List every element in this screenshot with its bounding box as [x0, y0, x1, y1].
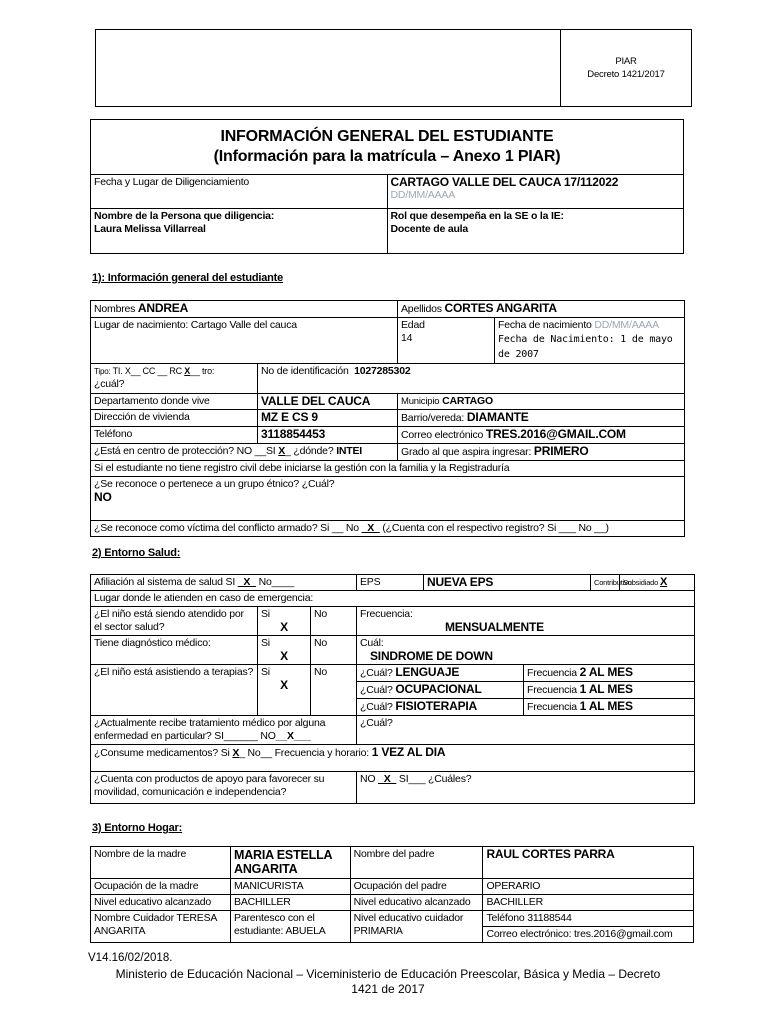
diagnostico-no: No	[311, 636, 357, 665]
atendido-x: X	[280, 620, 288, 634]
emergencia-label: Lugar donde le atienden en caso de emergencia:	[91, 591, 695, 607]
etnico-answer: NO	[94, 490, 112, 504]
terapia-cual: ¿Cuál?	[360, 684, 396, 696]
tratamiento-x: __X___	[275, 730, 311, 742]
health-table	[90, 574, 695, 804]
apoyo-x: _X_	[378, 773, 397, 785]
fecha-nac-label: Fecha de nacimiento	[498, 319, 592, 331]
afiliacion-a: Afiliación al sistema de salud SI	[94, 576, 238, 588]
terapia-frec-label: Frecuencia	[527, 667, 580, 679]
fecha-value: CARTAGO VALLE DEL CAUCA 17/112022	[390, 175, 619, 189]
nivel-padre-value: BACHILLER	[483, 895, 694, 911]
id-label: No de identificación	[261, 365, 349, 377]
title-main: INFORMACIÓN GENERAL DEL ESTUDIANTE	[220, 128, 554, 145]
fecha-nac-hint: DD/MM/AAAA	[594, 319, 659, 331]
tipo-cual: ¿cuál?	[94, 378, 125, 390]
section-1-title: 1): Información general del estudiante	[92, 272, 284, 284]
tratamiento-question: ¿Actualmente recibe tratamiento médico por alguna enfermedad en particular? SI______ NO	[94, 717, 326, 742]
medicamentos-x: X	[232, 747, 240, 759]
diagnostico-value: SINDROME DE DOWN	[370, 649, 493, 663]
rol-value: Docente de aula	[390, 223, 469, 235]
depto-label: Departamento donde vive	[91, 394, 258, 410]
proteccion-a: ¿Está en centro de protección? NO __SI	[94, 445, 279, 457]
tratamiento-cual: ¿Cuál?	[357, 716, 695, 745]
cuidador-telefono: Teléfono 31188544	[483, 911, 694, 927]
terapia-name: OCUPACIONAL	[395, 682, 482, 696]
registro-note: Si el estudiante no tiene registro civil debe iniciarse la gestión con la familia y la Registraduría	[91, 461, 685, 477]
terapias-x: X	[280, 678, 288, 692]
section-2-title: 2) Entorno Salud:	[92, 547, 181, 559]
atendido-question: ¿El niño está siendo atendido por el sector salud?	[91, 607, 258, 636]
persona-value: Laura Melissa Villarreal	[94, 223, 206, 235]
footer-line-1: Ministerio de Educación Nacional – Viceministerio de Educación Preescolar, Básica y Media – Decreto	[115, 967, 661, 981]
terapia-row	[357, 682, 524, 699]
direccion-label: Dirección de vivienda	[91, 410, 258, 427]
tipo-label: Tipo:	[94, 367, 111, 376]
nivel-madre-label: Nivel educativo alcanzado	[91, 895, 231, 911]
diagnostico-x: X	[280, 649, 288, 663]
apellidos-value: CORTES ANGARITA	[444, 301, 557, 315]
cuidador-nivel: Nivel educativo cuidador PRIMARIA	[350, 911, 483, 943]
terapias-question: ¿El niño está asistiendo a terapias?	[91, 665, 258, 716]
eps-value: NUEVA EPS	[424, 575, 591, 591]
grado-label: Grado al que aspira ingresar	[401, 446, 529, 458]
municipio-label: Municipio	[401, 396, 440, 407]
home-table	[90, 846, 694, 943]
eps-label: EPS	[357, 575, 424, 591]
proteccion-b: _ ¿dónde?	[285, 445, 337, 457]
header-box	[95, 29, 692, 107]
frecuencia-label: Frecuencia:	[360, 608, 413, 620]
nivel-madre-value: BACHILLER	[231, 895, 351, 911]
terapia-row	[357, 699, 524, 716]
apoyo-question: ¿Cuenta con productos de apoyo para favorecer su movilidad, comunicación e independencia?	[91, 772, 357, 804]
frecuencia-value: MENSUALMENTE	[445, 620, 544, 634]
nombres-label: Nombres	[94, 303, 136, 315]
apoyo-a: NO	[360, 773, 379, 785]
nacimiento-lugar: Lugar de nacimiento: Cartago Valle del cauca	[91, 318, 398, 364]
footer-line-2: 1421 de 2017	[351, 982, 425, 996]
telefono-label: Teléfono	[91, 427, 258, 444]
apellidos-label: Apellidos	[401, 303, 442, 315]
direccion-value: MZ E CS 9	[258, 410, 398, 427]
terapia-name: LENGUAJE	[395, 665, 460, 679]
edad-value: 14	[401, 332, 413, 344]
fecha-hint: DD/MM/AAAA	[390, 189, 456, 201]
cuidador-parentesco: Parentesco con el estudiante: ABUELA	[231, 911, 351, 943]
correo-value: TRES.2016@GMAIL.COM	[485, 427, 626, 441]
madre-value: MARIA ESTELLA ANGARITA	[231, 847, 351, 879]
cual-label: Cuál:	[360, 637, 384, 649]
terapias-no: No	[311, 665, 357, 716]
tipo-text: TI. X__ CC __ RC	[110, 366, 185, 376]
cuidador-name: Nombre Cuidador TERESA ANGARITA	[91, 911, 231, 943]
barrio-value: DIAMANTE	[466, 410, 529, 424]
madre-label: Nombre de la madre	[91, 847, 231, 879]
grado-value: PRIMERO	[533, 444, 589, 458]
nombres-value: ANDREA	[137, 301, 189, 315]
victima-x: _X_	[361, 522, 380, 534]
subsidiado-x: X	[660, 576, 668, 588]
header-decreto: Decreto 1421/2017	[587, 69, 665, 80]
ocup-madre-label: Ocupación de la madre	[91, 879, 231, 895]
atendido-no: No	[311, 607, 357, 636]
terapia-frec: 2 AL MES	[579, 665, 633, 679]
diagnostico-question: Tiene diagnóstico médico:	[91, 636, 258, 665]
ocup-madre-value: MANICURISTA	[231, 879, 351, 895]
municipio-value: CARTAGO	[442, 395, 493, 407]
proteccion-donde: INTEI	[336, 445, 363, 457]
padre-value: RAUL CORTES PARRA	[483, 847, 694, 879]
victima-a: ¿Se reconoce como víctima del conflicto armado? Si __ No	[94, 522, 362, 534]
proteccion-x: X	[278, 445, 286, 457]
terapia-frec-label: Frecuencia	[527, 684, 580, 696]
nivel-padre-label: Nivel educativo alcanzado	[350, 895, 483, 911]
subsidiado-label: Subsidiado	[623, 578, 659, 587]
etnico-question: ¿Se reconoce o pertenece a un grupo étnico? ¿Cuál?	[94, 478, 335, 490]
fecha-label: Fecha y Lugar de Diligenciamiento	[94, 176, 250, 188]
contributivo-label: Contributivo	[594, 578, 632, 587]
barrio-label: Barrio/vereda:	[401, 412, 465, 424]
terapias-si: Si	[261, 666, 270, 678]
section-3-title: 3) Entorno Hogar:	[92, 822, 183, 834]
terapia-cual: ¿Cuál?	[360, 667, 396, 679]
persona-label: Nombre de la Persona que diligencia:	[94, 210, 275, 222]
correo-label: Correo electrónico	[401, 429, 484, 441]
telefono-value: 3118854453	[258, 427, 398, 444]
apoyo-b: SI___ ¿Cuáles?	[396, 773, 472, 785]
victima-b: (¿Cuenta con el respectivo registro? Si ___ No __)	[379, 522, 609, 534]
fecha-nac-value: Fecha de Nacimiento: 1 de mayo de 2007	[498, 334, 673, 360]
terapia-cual: ¿Cuál?	[360, 701, 396, 713]
padre-label: Nombre del padre	[350, 847, 483, 879]
afiliacion-b: No____	[255, 576, 295, 588]
ocup-padre-label: Ocupación del padre	[350, 879, 483, 895]
terapia-frec-label: Frecuencia	[527, 701, 580, 713]
cuidador-correo: Correo electrónico: tres.2016@gmail.com	[483, 927, 694, 943]
student-table: Nombres ANDREA Apellidos CORTES ANGARITA Lugar de nacimiento: Cartago Valle del cauca Edad 14 Fecha de nacimiento DD/MM/AAAA Fecha de Nacimiento: 1 de mayo de 2007 Tipo: TI. X__ CC __ RC X__ tro: ¿cuál? No de identificación 1027285302 Departamento donde vive VALLE DEL CAUCA Municipio CARTAGO Dirección de vivienda MZ E CS 9 Barrio/vereda: DIAMANTE Teléfono 3118854453 Correo electrónico TRES.2016@GMAIL.COM ¿Está en centro de protección? NO __SI X_ ¿dónde? INTEI Grado al que aspira ingresar: PRIMERO Si el estudiante no tiene registro civil debe iniciarse la gestión con la familia y la Registraduría ¿Se reconoce o pertenece a un grupo étnico? ¿Cuál? NO ¿Se reconoce como víctima del conflicto armado? Si __ No _X_ (¿Cuenta con el respectivo registro? Si ___ No __)	[90, 300, 685, 537]
id-value: 1027285302	[354, 365, 411, 377]
header-piar: PIAR	[615, 56, 637, 67]
atendido-si: Si	[261, 608, 270, 620]
title-sub: (Información para la matrícula – Anexo 1 PIAR)	[213, 148, 561, 165]
ocup-padre-value: OPERARIO	[483, 879, 694, 895]
tipo-rest: __ tro:	[190, 366, 215, 376]
terapia-name: FISIOTERAPIA	[395, 699, 477, 713]
terapia-row	[357, 665, 524, 682]
depto-value: VALLE DEL CAUCA	[258, 394, 398, 410]
terapia-frec: 1 AL MES	[579, 682, 633, 696]
medicamentos-b: _ No__ Frecuencia y horario:	[239, 747, 372, 759]
terapia-frec: 1 AL MES	[579, 699, 633, 713]
medicamentos-a: ¿Consume medicamentos? Si	[94, 747, 233, 759]
afiliacion-x: _X_	[237, 576, 256, 588]
diagnostico-si: Si	[261, 637, 270, 649]
rol-label: Rol que desempeña en la SE o la IE:	[390, 210, 564, 222]
tipo-x: X	[184, 366, 191, 376]
edad-label: Edad	[401, 319, 425, 331]
medicamentos-value: 1 VEZ AL DIA	[371, 745, 446, 759]
footer-version: V14.16/02/2018.	[88, 952, 173, 964]
general-info-table	[90, 119, 684, 254]
